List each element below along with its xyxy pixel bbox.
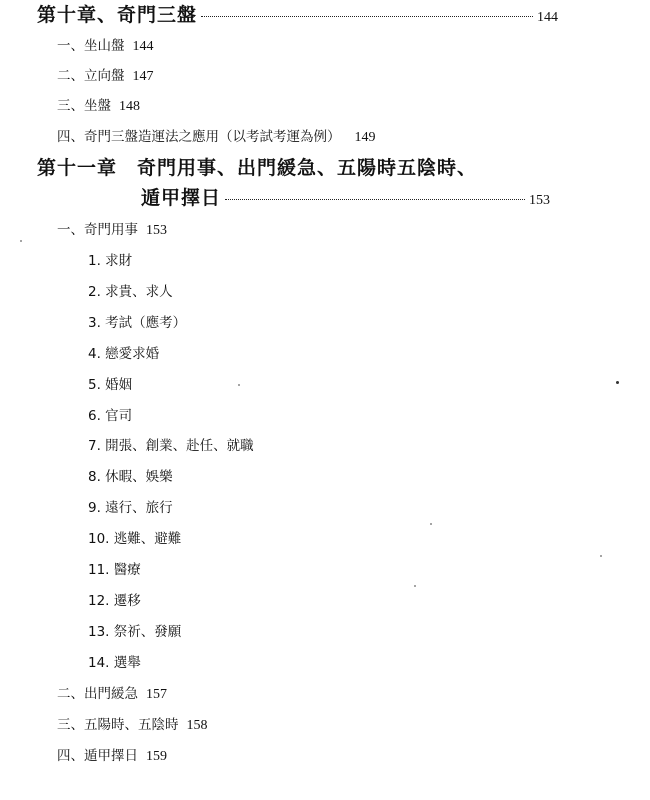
list-item: 11. 醫療	[88, 562, 141, 578]
section-entry	[57, 131, 376, 145]
scan-speck	[600, 555, 602, 557]
chapter-10-page: 144	[537, 10, 559, 25]
section-label: 二、出門緩急	[57, 686, 138, 702]
list-item: 5. 婚姻	[88, 377, 133, 393]
chapter-10-title: 第十章、奇門三盤	[37, 4, 198, 26]
list-item: 6. 官司	[88, 408, 133, 424]
section-page: 153	[146, 223, 167, 238]
section-label: 三、坐盤	[57, 98, 111, 114]
chapter-11-title-line2: 遁甲擇日	[141, 187, 222, 209]
list-item: 8. 休暇、娛樂	[88, 469, 173, 485]
scan-speck	[430, 523, 432, 525]
chapter-10-heading	[37, 6, 558, 25]
list-item: 3. 考試（應考）	[88, 315, 187, 331]
section-entry	[57, 70, 154, 84]
section-label: 一、坐山盤	[57, 38, 125, 54]
chapter-11-title-line1: 第十一章 奇門用事、出門緩急、五陽時五陰時、	[37, 157, 478, 179]
leader-dots	[225, 199, 525, 200]
list-item: 12. 遷移	[88, 593, 141, 609]
scan-speck	[616, 381, 619, 384]
section-page: 147	[132, 69, 154, 84]
section-entry	[57, 224, 167, 238]
list-item: 2. 求貴、求人	[88, 284, 173, 300]
chapter-11-heading-line2	[141, 189, 550, 208]
scan-speck	[20, 240, 22, 242]
section-page: 148	[119, 99, 140, 114]
section-entry	[57, 719, 208, 733]
section-page: 157	[146, 687, 167, 702]
section-page: 144	[132, 39, 154, 54]
section-label: 三、五陽時、五陰時	[57, 717, 179, 733]
section-page: 158	[186, 718, 208, 733]
section-page: 159	[146, 749, 167, 764]
section-entry	[57, 750, 167, 764]
list-item: 4. 戀愛求婚	[88, 346, 160, 362]
list-item: 13. 祭祈、發願	[88, 624, 182, 640]
list-item: 1. 求財	[88, 253, 133, 269]
chapter-11-page: 153	[529, 193, 551, 208]
section-label: 二、立向盤	[57, 68, 125, 84]
list-item: 14. 選舉	[88, 655, 141, 671]
scan-speck	[238, 384, 240, 386]
section-entry	[57, 100, 140, 114]
list-item: 7. 開張、創業、赴任、就職	[88, 438, 254, 454]
section-label: 四、奇門三盤造運法之應用（以考試考運為例）	[57, 129, 341, 145]
list-item: 9. 遠行、旅行	[88, 500, 173, 516]
section-entry	[57, 688, 167, 702]
list-item: 10. 逃難、避難	[88, 531, 182, 547]
section-label: 一、奇門用事	[57, 222, 138, 238]
section-page: 149	[354, 130, 376, 145]
scan-speck	[414, 585, 416, 587]
section-label: 四、遁甲擇日	[57, 748, 138, 764]
section-entry	[57, 40, 154, 54]
leader-dots	[201, 16, 533, 17]
